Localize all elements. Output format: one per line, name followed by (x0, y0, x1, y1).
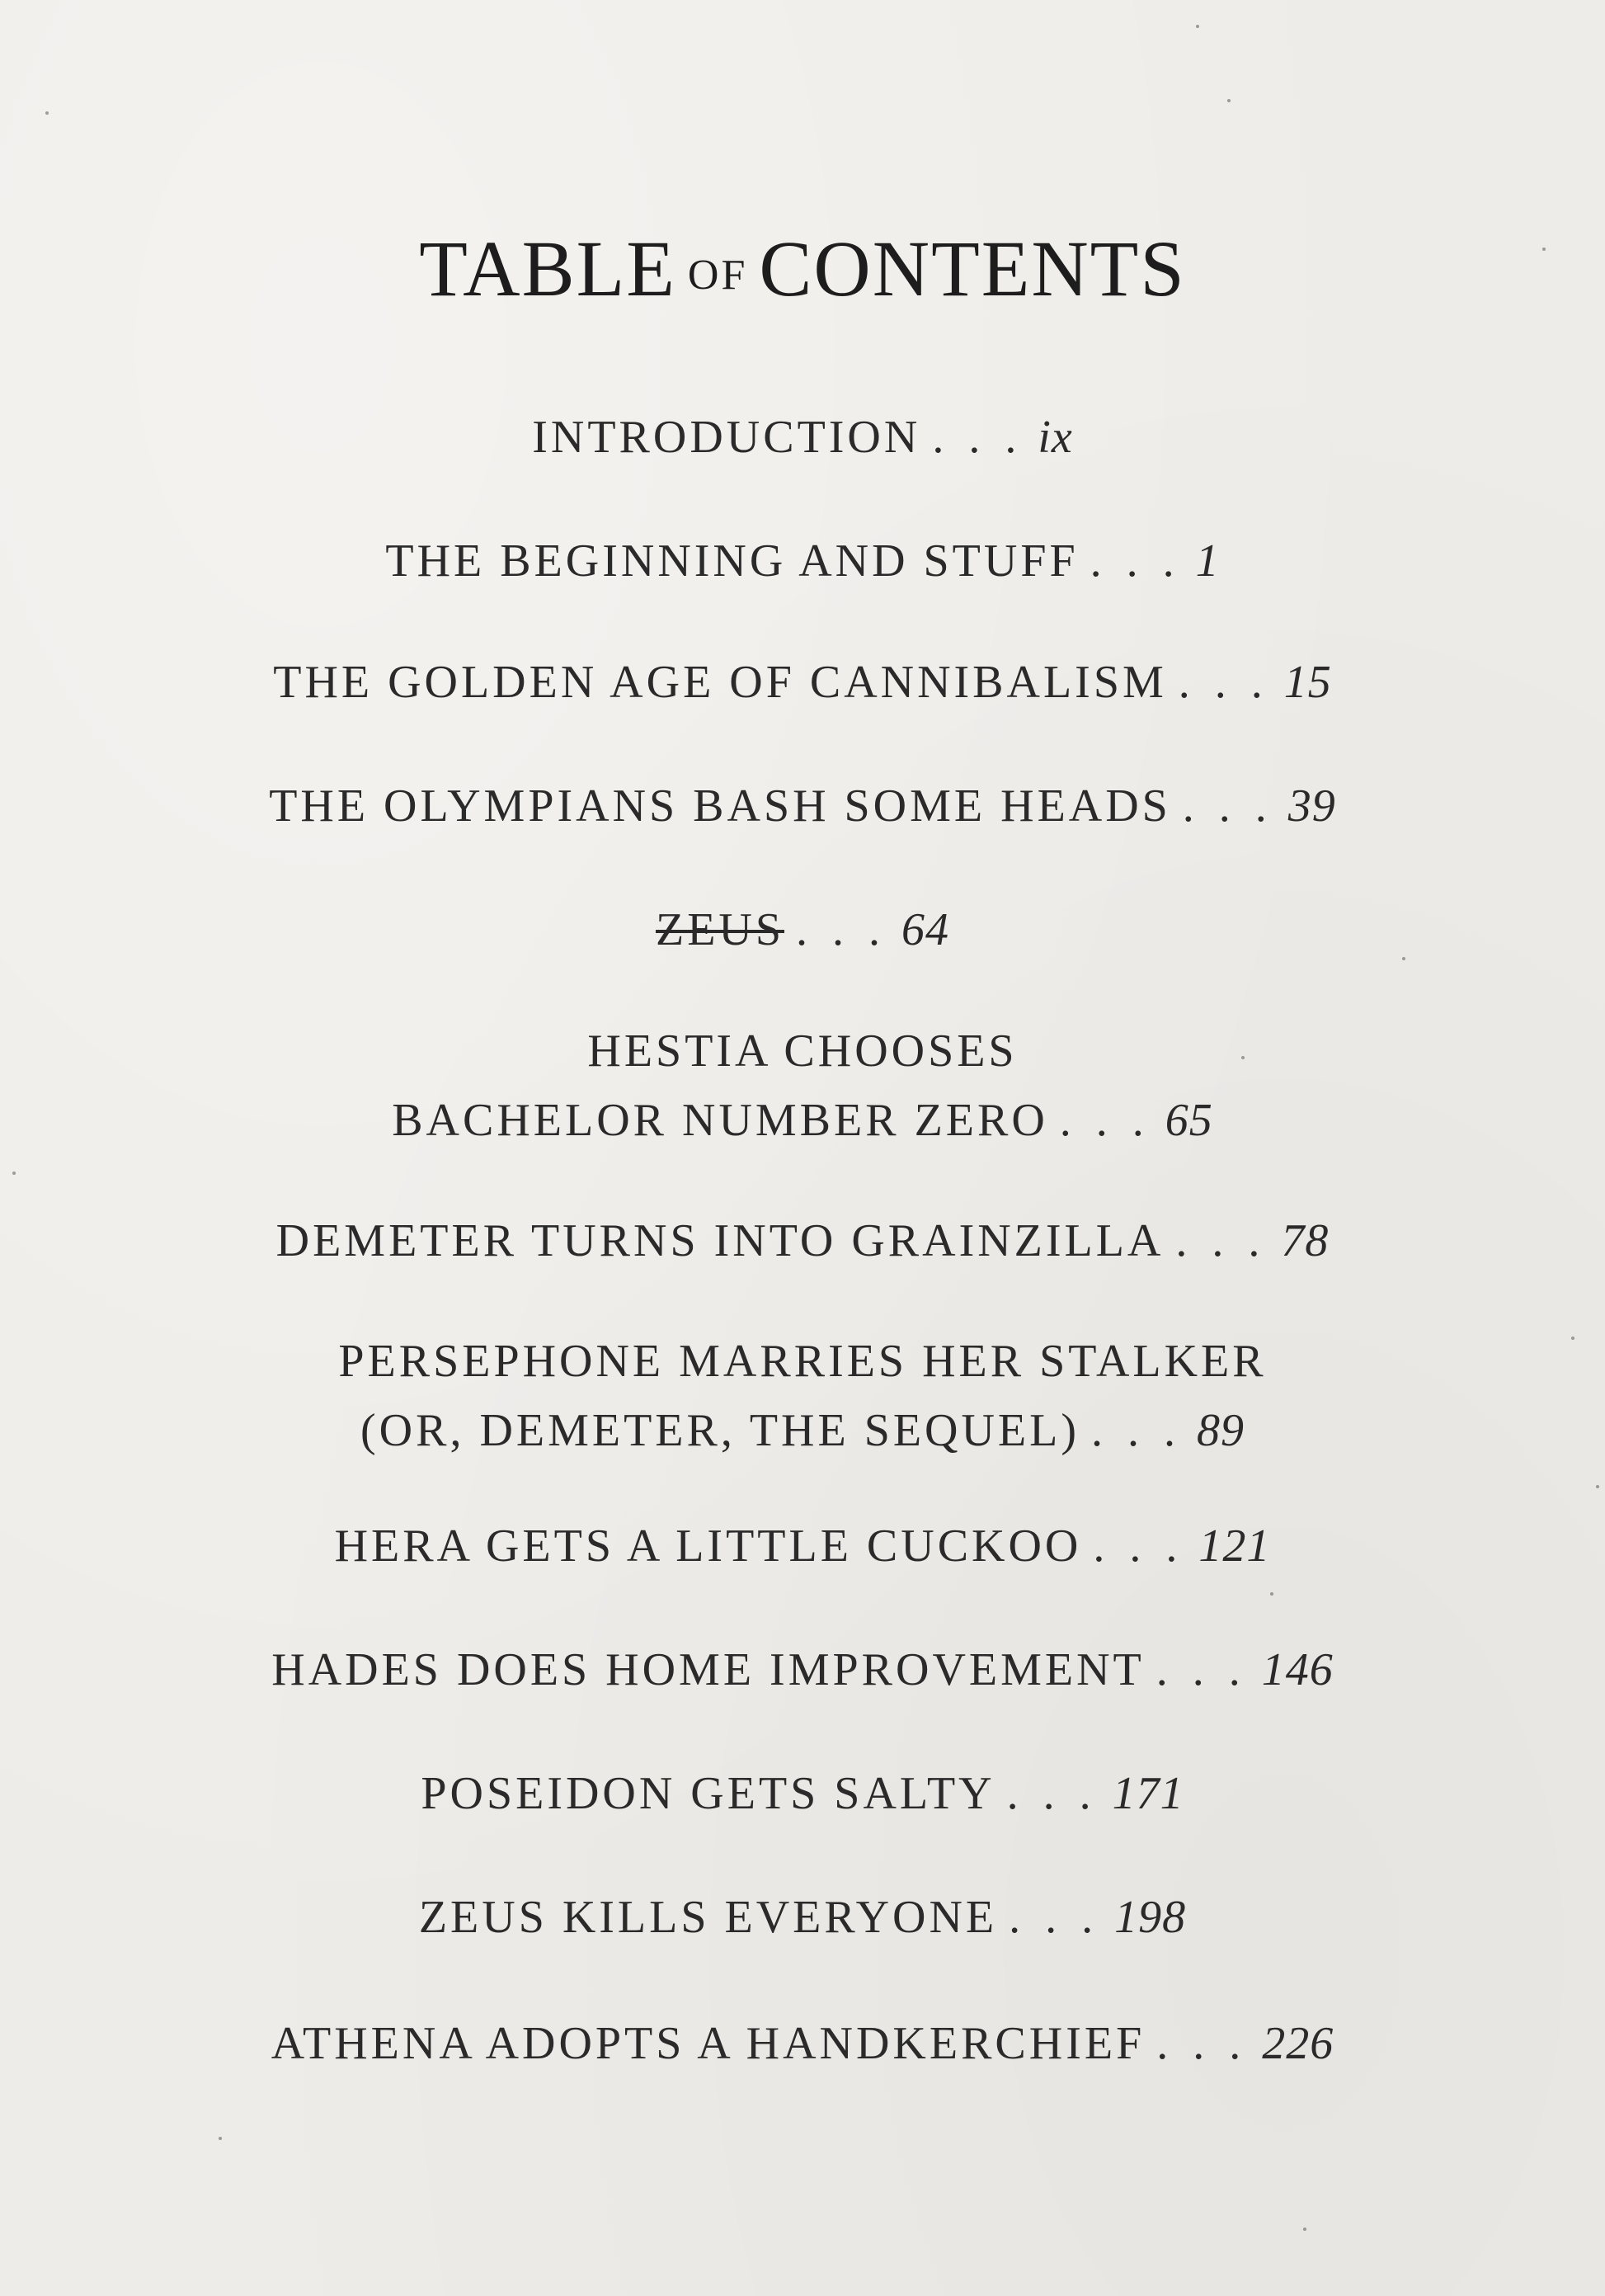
paper-speck (1196, 25, 1199, 28)
toc-leader: . . . (1182, 780, 1273, 832)
title-main-left: TABLE (419, 224, 676, 313)
toc-entry-title: ATHENA ADOPTS A HANDKERCHIEF (271, 2018, 1146, 2069)
toc-entry-hestia (0, 1016, 1605, 1155)
toc-entry-title-line1: HESTIA CHOOSES (587, 1025, 1018, 1077)
toc-entry-title-line2: (OR, DEMETER, THE SEQUEL) (360, 1405, 1080, 1456)
toc-entry-title: POSEIDON GETS SALTY (421, 1768, 995, 1819)
toc-entry-title: INTRODUCTION (532, 412, 921, 463)
toc-entry-golden-age (0, 648, 1605, 717)
toc-entry-title: THE OLYMPIANS BASH SOME HEADS (269, 780, 1171, 832)
toc-entry-persephone (0, 1327, 1605, 1465)
toc-page-number: 39 (1287, 780, 1336, 832)
paper-speck (45, 111, 49, 115)
toc-leader: . . . (796, 904, 887, 955)
page-title (0, 223, 1605, 314)
toc-entry-hades (0, 1635, 1605, 1704)
toc-entry-title: HERA GETS A LITTLE CUCKOO (334, 1520, 1082, 1572)
toc-leader: . . . (1093, 1520, 1184, 1572)
toc-page-number: 1 (1195, 535, 1220, 587)
toc-entry-title-line1: PERSEPHONE MARRIES HER STALKER (338, 1336, 1267, 1387)
toc-page-number: 15 (1283, 657, 1332, 708)
toc-entry-demeter (0, 1206, 1605, 1275)
toc-entry-title: THE BEGINNING AND STUFF (385, 535, 1079, 587)
toc-page-number: 121 (1198, 1520, 1271, 1572)
toc-page-number: 78 (1281, 1215, 1330, 1266)
toc-page-number: 146 (1261, 1644, 1334, 1695)
toc-entry-introduction (0, 403, 1605, 472)
toc-entry-title-line2: BACHELOR NUMBER ZERO (392, 1095, 1048, 1146)
toc-entry-title: ZEUS KILLS EVERYONE (418, 1892, 998, 1943)
toc-entry-olympians (0, 771, 1605, 841)
title-small-word: OF (687, 252, 748, 299)
paper-speck (1303, 2228, 1306, 2231)
paper-speck (219, 2137, 222, 2140)
toc-entry-zeus (0, 895, 1605, 964)
toc-leader: . . . (1006, 1768, 1098, 1819)
toc-entry-hera (0, 1511, 1605, 1581)
toc-page-number: 226 (1262, 2018, 1334, 2069)
toc-page-number: 65 (1165, 1095, 1213, 1146)
paper-speck (12, 1172, 16, 1175)
toc-leader: . . . (1175, 1215, 1267, 1266)
toc-page-number: ix (1038, 412, 1073, 463)
toc-leader: . . . (1009, 1892, 1100, 1943)
toc-entry-athena (0, 2009, 1605, 2078)
toc-leader: . . . (1091, 1405, 1182, 1456)
toc-leader: . . . (1059, 1095, 1151, 1146)
toc-entry-beginning (0, 526, 1605, 596)
paper-speck (1596, 1485, 1599, 1488)
toc-leader: . . . (1178, 657, 1269, 708)
toc-entry-zeus-kills (0, 1883, 1605, 1952)
toc-entry-title: THE GOLDEN AGE OF CANNIBALISM (273, 657, 1167, 708)
title-main-right: CONTENTS (759, 224, 1186, 313)
toc-leader: . . . (1156, 1644, 1247, 1695)
toc-entry-title: DEMETER TURNS INTO GRAINZILLA (275, 1215, 1165, 1266)
paper-speck (1270, 1592, 1273, 1596)
toc-page-number: 89 (1197, 1405, 1245, 1456)
toc-leader: . . . (1156, 2018, 1248, 2069)
toc-page-number: 64 (901, 904, 949, 955)
paper-speck (1227, 99, 1231, 102)
toc-leader: . . . (932, 412, 1024, 463)
toc-entry-poseidon (0, 1759, 1605, 1828)
toc-entry-title: HADES DOES HOME IMPROVEMENT (271, 1644, 1145, 1695)
toc-entry-title-struck: ZEUS (656, 904, 784, 955)
toc-page-number: 171 (1112, 1768, 1184, 1819)
toc-leader: . . . (1090, 535, 1181, 587)
toc-page-number: 198 (1114, 1892, 1187, 1943)
